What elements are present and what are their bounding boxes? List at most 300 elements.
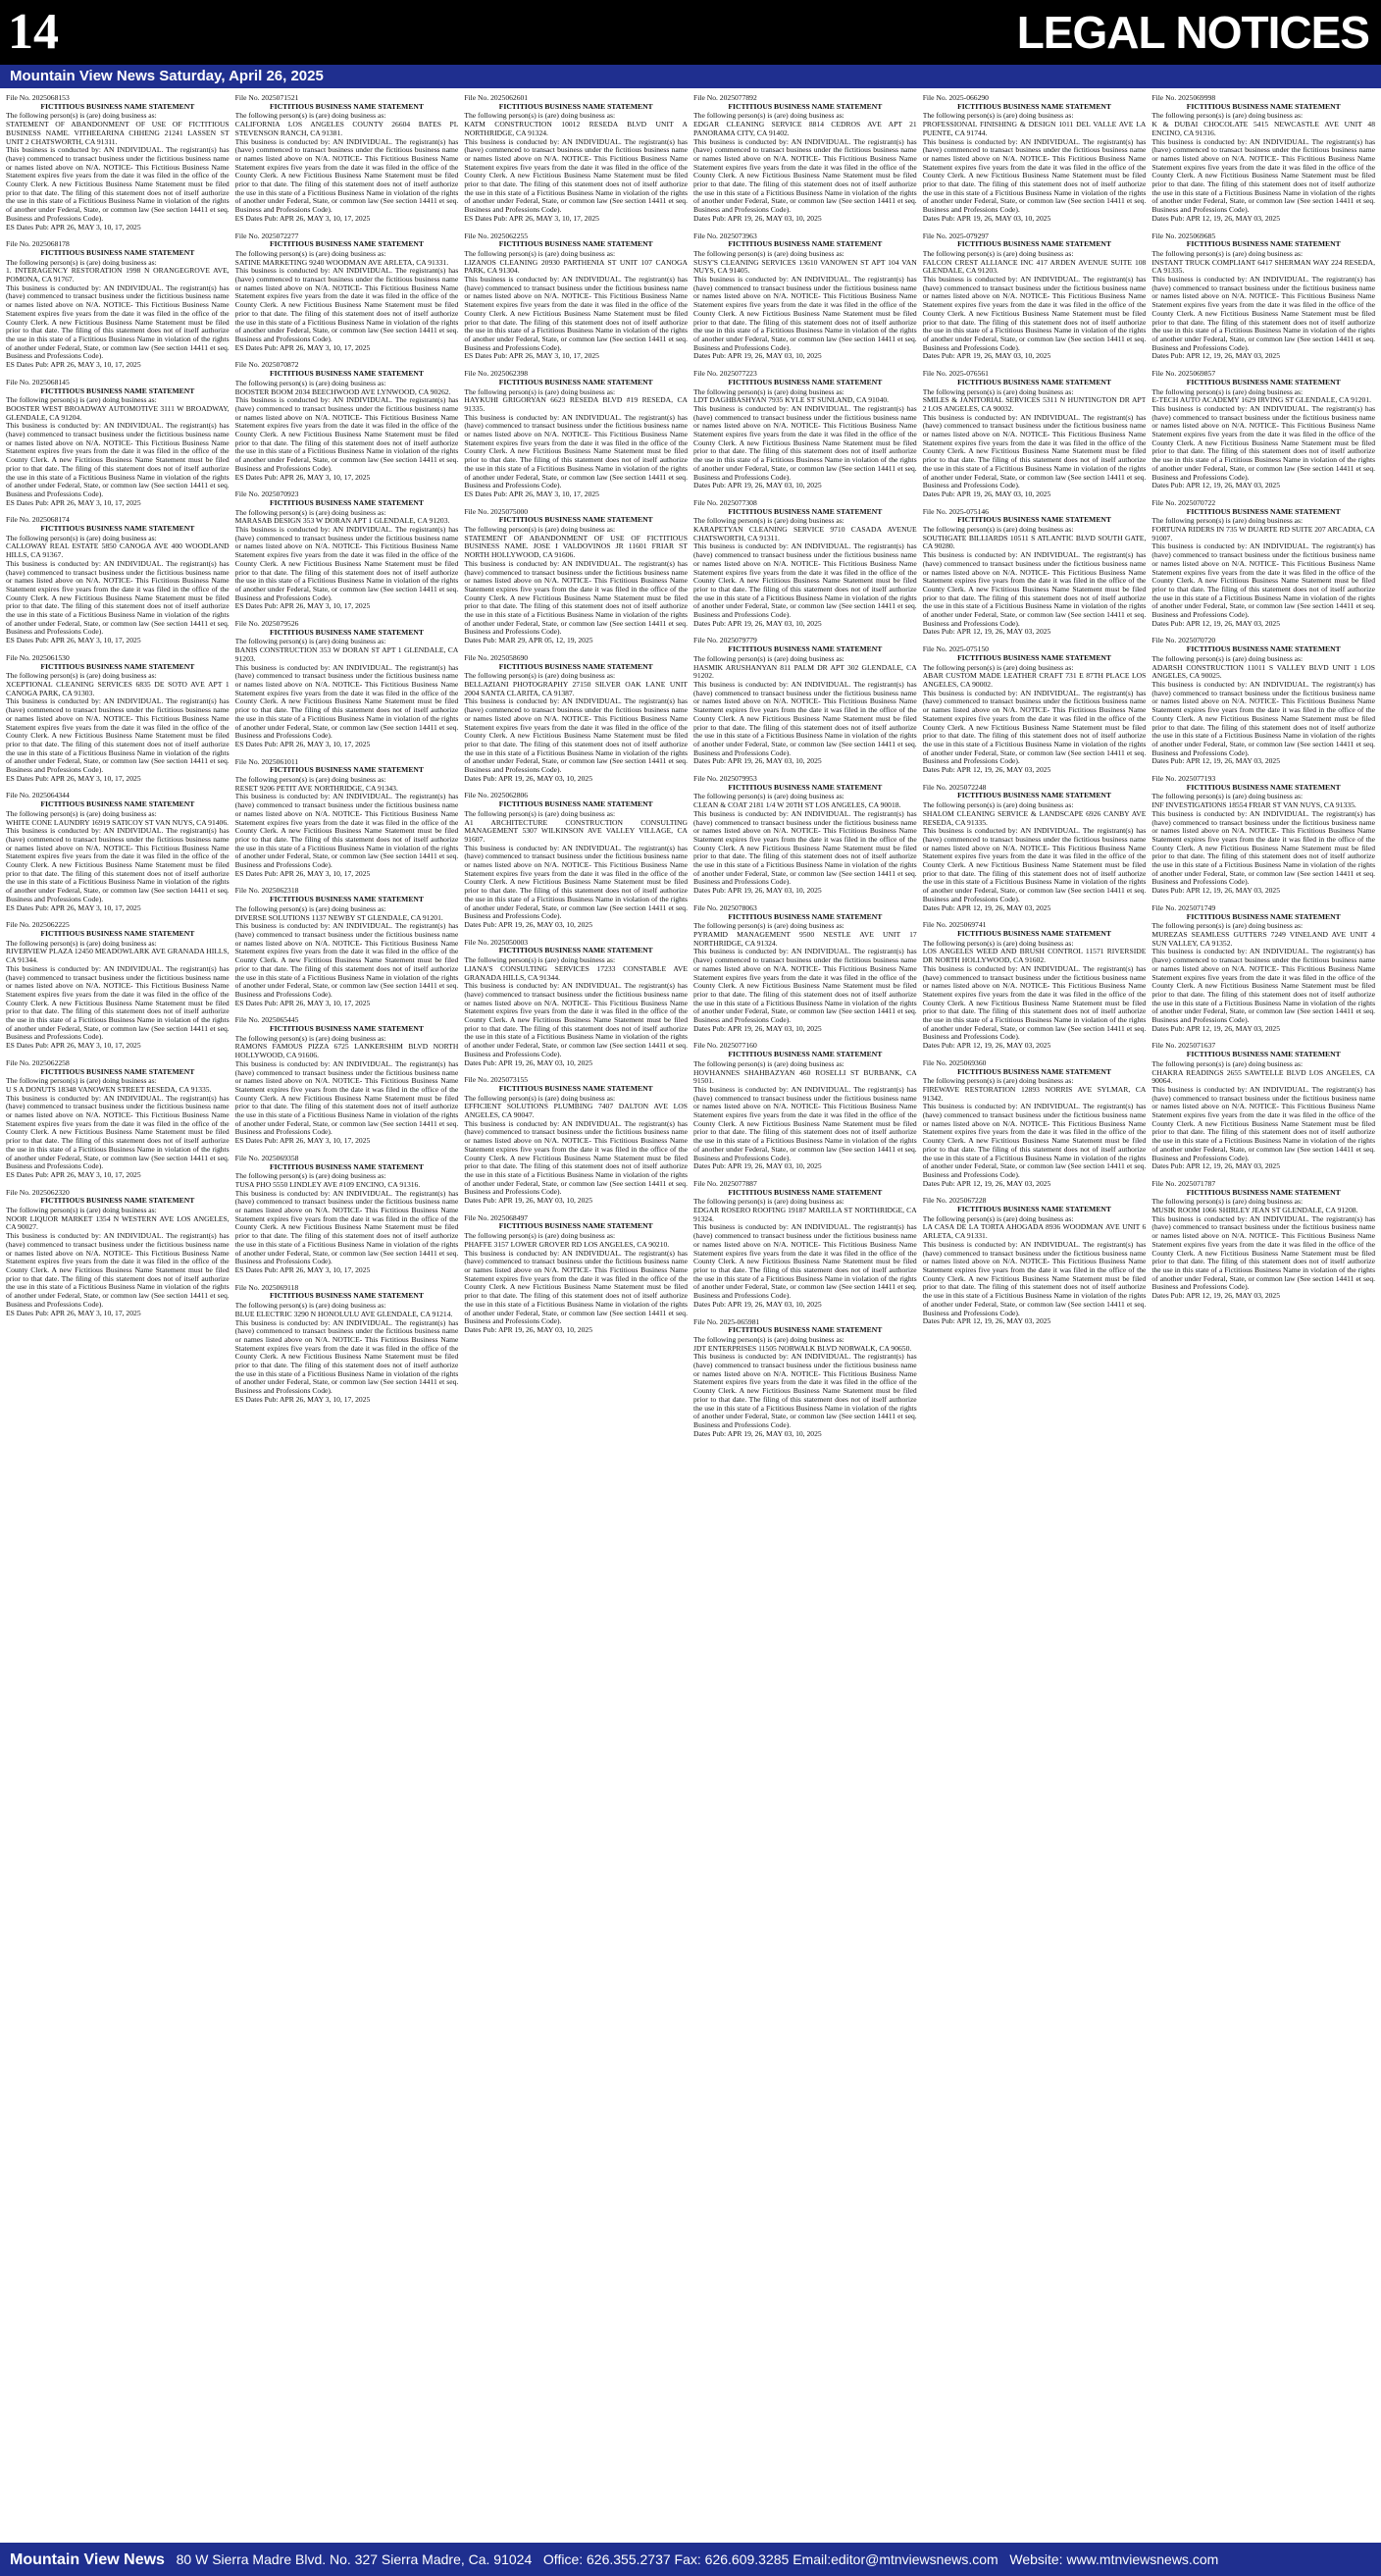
notice-heading: FICTITIOUS BUSINESS NAME STATEMENT (728, 782, 883, 792)
notice-heading: FICTITIOUS BUSINESS NAME STATEMENT (728, 506, 883, 516)
notice-body: This business is conducted by: AN INDIVIDUAL. The registrant(s) has (have) commenced to transact business under the fictitious business name or names listed above on N/A. NOTICE- This Fictitious Business Name Statement expires five years from the date it was filed in the office of the County Clerk. A new Fictitious Business Name Statement must be filed prior to that date. The filing of this statement does not of itself authorize the use in this state of a Fictitious Business Name in violation of the rights of another under Federal, State, or common law (See section 14411 et seq. Business and Professions Code). (1151, 403, 1375, 482)
notice-column (693, 94, 917, 2541)
notice-heading: FICTITIOUS BUSINESS NAME STATEMENT (40, 1066, 195, 1076)
notice-body: This business is conducted by: AN INDIVIDUAL. The registrant(s) has (have) commenced to transact business under the fictitious business name or names listed above on N/A. NOTICE- This Fictitious Business Name Statement expires five years from the date it was filed in the office of the County Clerk. A new Fictitious Business Name Statement must be filed prior to that date. The filing of this statement does not of itself authorize the use in this state of a Fictitious Business Name in violation of the rights of another under Federal, State, or common law (See section 14411 et seq. Business and Professions Code). (234, 1058, 459, 1137)
notice-publish-dates: ES Dates Pub: APR 26, MAY 3, 10, 17, 2025 (6, 1169, 141, 1179)
legal-notice (464, 1214, 688, 1335)
notice-publish-dates: ES Dates Pub: APR 26, MAY 3, 10, 17, 2025 (234, 342, 371, 352)
notice-heading: FICTITIOUS BUSINESS NAME STATEMENT (40, 524, 195, 534)
notice-body: This business is conducted by: AN INDIVIDUAL. The registrant(s) has (have) commenced to transact business under the fictitious business name or names listed above on N/A. NOTICE- This Fictitious Business Name Statement expires five years from the date it was filed in the office of the County Clerk. A new Fictitious Business Name Statement must be filed prior to that date. The filing of this statement does not of itself authorize the use in this state of a Fictitious Business Name in violation of the rights of another under Federal, State, or common law (See section 14411 et seq. Business and Professions Code). (1151, 1213, 1375, 1292)
notice-publish-dates: Dates Pub: APR 12, 19, 26, MAY 03, 2025 (1151, 1161, 1281, 1171)
notice-heading: FICTITIOUS BUSINESS NAME STATEMENT (270, 1161, 424, 1171)
notice-publish-dates: ES Dates Pub: APR 26, MAY 3, 10, 17, 2025 (234, 472, 371, 482)
notice-publish-dates: ES Dates Pub: APR 26, MAY 3, 10, 17, 2025 (234, 739, 371, 748)
notice-intro: The following person(s) is (are) doing business as: (6, 1206, 157, 1215)
notice-intro: The following person(s) is (are) doing business as: (693, 653, 844, 663)
notice-file-number: File No. 2025072248 (922, 782, 987, 792)
notice-body: This business is conducted by: AN INDIVIDUAL. The registrant(s) has (have) commenced to transact business under the fictitious business name or names listed above on N/A. NOTICE- This Fictitious Business Name Statement expires five years from the date it was filed in the office of the County Clerk. A new Fictitious Business Name Statement must be filed prior to that date. The filing of this statement does not of itself authorize the use in this state of a Fictitious Business Name in violation of the rights of another under Federal, State, or common law (See section 14411 et seq. Business and Professions Code). (234, 266, 459, 343)
notice-body: This business is conducted by: AN INDIVIDUAL. The registrant(s) has (have) commenced to transact business under the fictitious business name or names listed above on N/A. NOTICE- This Fictitious Business Name Statement expires five years from the date it was filed in the office of the County Clerk. A new Fictitious Business Name Statement must be filed prior to that date. The filing of this statement does not of itself authorize the use in this state of a Fictitious Business Name in violation of the rights of another under Federal, State, or common law (See section 14411 et seq. Business and Professions Code). (693, 403, 917, 482)
notice-business: 1. INTERAGENCY RESTORATION 1998 N ORANGEGROVE AVE, POMONA, CA 91767. (6, 266, 230, 284)
notice-column (923, 94, 1147, 2541)
notice-publish-dates: Dates Pub: APR 12, 19, 26, MAY 03, 2025 (922, 902, 1051, 912)
legal-notice (1151, 232, 1375, 362)
legal-notice (923, 784, 1147, 913)
notice-intro: The following person(s) is (are) doing business as: (464, 1231, 616, 1241)
legal-notice (1151, 1042, 1375, 1171)
notice-body: This business is conducted by: AN INDIVIDUAL. The registrant(s) has (have) commenced to transact business under the fictitious business name or names listed above on N/A. NOTICE- This Fictitious Business Name Statement expires five years from the date it was filed in the office of the County Clerk. A new Fictitious Business Name Statement must be filed prior to that date. The filing of this statement does not of itself authorize the use in this state of a Fictitious Business Name in violation of the rights of another under Federal, State, or common law (See section 14411 et seq. Business and Professions Code). (464, 412, 689, 490)
notice-publish-dates: Dates Pub: APR 19, 26, MAY 03, 10, 2025 (693, 1299, 822, 1309)
notice-intro: The following person(s) is (are) doing business as: (693, 111, 844, 121)
notice-publish-dates: Dates Pub: APR 19, 26, MAY 03, 10, 2025 (693, 756, 822, 766)
legal-notice (235, 1016, 459, 1146)
notice-business: U S A DONUTS 18348 VANOWEN STREET RESEDA, CA 91335. (6, 1084, 212, 1094)
notice-business: E-TECH AUTO ACADEMY 1629 IRVING ST GLENDALE, CA 91201. (1151, 395, 1372, 405)
notice-intro: The following person(s) is (are) doing business as: (922, 1076, 1074, 1086)
notice-intro: The following person(s) is (are) doing business as: (234, 248, 386, 258)
notice-business: PHAFFE 3157 LOWER GROVER RD LOS ANGELES, CA 90210. (464, 1239, 670, 1249)
notice-publish-dates: ES Dates Pub: APR 26, MAY 3, 10, 17, 2025 (6, 636, 141, 645)
notice-file-number: File No. 2025077887 (693, 1178, 757, 1188)
notice-heading: FICTITIOUS BUSINESS NAME STATEMENT (728, 239, 883, 249)
notice-publish-dates: Dates Pub: APR 19, 26, MAY 03, 10, 2025 (464, 773, 592, 783)
notice-heading: FICTITIOUS BUSINESS NAME STATEMENT (1186, 1187, 1341, 1197)
notice-file-number: File No. 2025073155 (464, 1075, 529, 1085)
notice-file-number: File No. 2025069998 (1151, 94, 1216, 102)
notice-heading: FICTITIOUS BUSINESS NAME STATEMENT (728, 1187, 883, 1197)
legal-notice (464, 370, 688, 499)
notice-file-number: File No. 2025-075146 (922, 506, 989, 516)
notice-publish-dates: ES Dates Pub: APR 26, MAY 3, 10, 17, 2025 (464, 489, 599, 498)
notice-file-number: File No. 2025064344 (6, 791, 70, 800)
legal-notice (923, 1197, 1147, 1326)
legal-notice (464, 792, 688, 929)
legal-notice (6, 516, 230, 645)
notice-business: LIANA'S CONSULTING SERVICES 17233 CONSTABLE AVE GRANADA HILLS, CA 91344. (464, 963, 689, 982)
legal-notice (693, 637, 917, 766)
notice-business: HASMIK ARUSHANYAN 811 PALM DR APT 302 GLENDALE, CA 91202. (693, 662, 917, 681)
notice-heading: FICTITIOUS BUSINESS NAME STATEMENT (40, 1196, 195, 1206)
footer-contact: Office: 626.355.2737 Fax: 626.609.3285 Email:editor@mtnviewsnews.com (542, 2551, 998, 2567)
notice-body: This business is conducted by: AN INDIVIDUAL. The registrant(s) has (have) commenced to transact business under the fictitious business name or names listed above on N/A. NOTICE- This Fictitious Business Name Statement expires five years from the date it was filed in the office of the County Clerk. A new Fictitious Business Name Statement must be filed prior to that date. The filing of this statement does not of itself authorize the use in this state of a Fictitious Business Name in violation of the rights of another under Federal, State, or common law (See section 14411 et seq. Business and Professions Code). (234, 136, 459, 215)
notice-heading: FICTITIOUS BUSINESS NAME STATEMENT (957, 239, 1111, 249)
notices-columns (6, 94, 1375, 2541)
legal-notice (6, 792, 230, 912)
notice-file-number: File No. 2025061011 (234, 756, 299, 766)
notice-publish-dates: Dates Pub: APR 19, 26, MAY 03, 10, 2025 (464, 919, 592, 929)
notice-heading: FICTITIOUS BUSINESS NAME STATEMENT (728, 644, 883, 654)
notice-body: This business is conducted by: AN INDIVIDUAL. The registrant(s) has (have) commenced to transact business under the fictitious business name or names listed above on N/A. NOTICE- This Fictitious Business Name Statement expires five years from the date it was filed in the office of the County Clerk. A new Fictitious Business Name Statement must be filed prior to that date. The filing of this statement does not of itself authorize the use in this state of a Fictitious Business Name in violation of the rights of another under Federal, State, or common law (See section 14411 et seq. Business and Professions Code). (922, 963, 1147, 1042)
notice-heading: FICTITIOUS BUSINESS NAME STATEMENT (270, 369, 424, 379)
notice-body: This business is conducted by: AN INDIVIDUAL. The registrant(s) has (have) commenced to transact business under the fictitious business name or names listed above on N/A. NOTICE- This Fictitious Business Name Statement expires five years from the date it was filed in the office of the County Clerk. A new Fictitious Business Name Statement must be filed prior to that date. The filing of this statement does not of itself authorize the use in this state of a Fictitious Business Name in violation of the rights of another under Federal, State, or common law (See section 14411 et seq. Business and Professions Code). (6, 963, 230, 1042)
notice-business: SOUTHGATE BILLIARDS 10511 S ATLANTIC BLVD SOUTH GATE, CA 90280. (922, 533, 1147, 551)
notice-file-number: File No. 2025070720 (1151, 636, 1216, 645)
notice-heading: FICTITIOUS BUSINESS NAME STATEMENT (957, 1205, 1111, 1214)
legal-notice (693, 499, 917, 629)
notice-heading: FICTITIOUS BUSINESS NAME STATEMENT (270, 627, 424, 637)
notice-file-number: File No. 2025058690 (464, 652, 529, 662)
notice-heading: FICTITIOUS BUSINESS NAME STATEMENT (957, 377, 1111, 386)
notice-body: This business is conducted by: AN INDIVIDUAL. The registrant(s) has (have) commenced to transact business under the fictitious business name or names listed above on N/A. NOTICE- This Fictitious Business Name Statement expires five years from the date it was filed in the office of the County Clerk. A new Fictitious Business Name Statement must be filed prior to that date. The filing of this statement does not of itself authorize the use in this state of a Fictitious Business Name in violation of the rights of another under Federal, State, or common law (See section 14411 et seq. Business and Professions Code). (6, 145, 230, 223)
notice-business: LDT DAGHBASHYAN 7935 KYLE ST SUNLAND, CA 91040. (693, 395, 890, 405)
notice-heading: FICTITIOUS BUSINESS NAME STATEMENT (40, 247, 195, 257)
notice-publish-dates: ES Dates Pub: APR 26, MAY 3, 10, 17, 2025 (234, 998, 371, 1007)
notice-body: This business is conducted by: AN INDIVIDUAL. The registrant(s) has (have) commenced to transact business under the fictitious business name or names listed above on N/A. NOTICE- This Fictitious Business Name Statement expires five years from the date it was filed in the office of the County Clerk. A new Fictitious Business Name Statement must be filed prior to that date. The filing of this statement does not of itself authorize the use in this state of a Fictitious Business Name in violation of the rights of another under Federal, State, or common law (See section 14411 et seq. Business and Professions Code). (693, 1084, 917, 1162)
notice-business: STATEMENT OF ABANDONMENT OF USE OF FICTITIOUS BUSINESS NAME. VITHEEARINA CHHENG 21241 LASSEN ST UNIT 2 CHATSWORTH, CA 91311. (6, 120, 230, 146)
notice-business: TUSA PHO 5550 LINDLEY AVE #109 ENCINO, CA 91316. (234, 1179, 421, 1189)
notice-intro: The following person(s) is (are) doing business as: (234, 1171, 386, 1181)
notice-intro: The following person(s) is (are) doing business as: (1151, 1058, 1304, 1068)
notice-business: BANIS CONSTRUCTION 353 W DORAN ST APT 1 GLENDALE, CA 91203. (234, 645, 459, 663)
notice-body: This business is conducted by: AN INDIVIDUAL. The registrant(s) has (have) commenced to transact business under the fictitious business name or names listed above on N/A. NOTICE- This Fictitious Business Name Statement expires five years from the date it was filed in the office of the County Clerk. A new Fictitious Business Name Statement must be filed prior to that date. The filing of this statement does not of itself authorize the use in this state of a Fictitious Business Name in violation of the rights of another under Federal, State, or common law (See section 14411 et seq. Business and Professions Code). (1151, 541, 1375, 620)
notice-business: MARASAB DESIGN 353 W DORAN APT 1 GLENDALE, CA 91203. (234, 516, 450, 526)
notice-file-number: File No. 2025-079297 (922, 231, 989, 240)
notice-intro: The following person(s) is (are) doing business as: (922, 386, 1074, 396)
notice-publish-dates: Dates Pub: APR 12, 19, 26, MAY 03, 2025 (1151, 886, 1281, 896)
notice-body: This business is conducted by: AN INDIVIDUAL. The registrant(s) has (have) commenced to transact business under the fictitious business name or names listed above on N/A. NOTICE- This Fictitious Business Name Statement expires five years from the date it was filed in the office of the County Clerk. A new Fictitious Business Name Statement must be filed prior to that date. The filing of this statement does not of itself authorize the use in this state of a Fictitious Business Name in violation of the rights of another under Federal, State, or common law (See section 14411 et seq. Business and Professions Code). (693, 1222, 917, 1301)
notice-file-number: File No. 2025073963 (693, 231, 757, 240)
notice-file-number: File No. 2025071521 (234, 94, 299, 102)
notice-business: LIZANOS CLEANING 20930 PARTHENIA ST UNIT 107 CANOGA PARK, CA 91304. (464, 257, 689, 276)
notice-publish-dates: Dates Pub: APR 12, 19, 26, MAY 03, 2025 (922, 765, 1051, 775)
notice-intro: The following person(s) is (are) doing business as: (1151, 921, 1304, 931)
notice-intro: The following person(s) is (are) doing business as: (922, 662, 1074, 672)
notice-business: SUSY'S CLEANING SERVICES 13610 VANOWEN ST APT 104 VAN NUYS, CA 91405. (693, 257, 917, 276)
page-header (0, 0, 1381, 65)
notice-intro: The following person(s) is (are) doing business as: (464, 955, 616, 965)
footer-website: Website: www.mtnviewsnews.com (1009, 2551, 1219, 2567)
notice-body: This business is conducted by: AN INDIVIDUAL. The registrant(s) has (have) commenced to transact business under the fictitious business name or names listed above on N/A. NOTICE- This Fictitious Business Name Statement expires five years from the date it was filed in the office of the County Clerk. A new Fictitious Business Name Statement must be filed prior to that date. The filing of this statement does not of itself authorize the use in this state of a Fictitious Business Name in violation of the rights of another under Federal, State, or common law (See section 14411 et seq. Business and Professions Code). (1151, 136, 1375, 215)
notice-heading: FICTITIOUS BUSINESS NAME STATEMENT (270, 895, 424, 904)
legal-notice (235, 758, 459, 879)
notice-business: K & DUBAI CHOCOLATE 5415 NEWCASTLE AVE UNIT 48 ENCINO, CA 91316. (1151, 120, 1375, 137)
notice-heading: FICTITIOUS BUSINESS NAME STATEMENT (40, 101, 195, 111)
notice-business: EDGAR CLEANING SERVICE 8814 CEDROS AVE APT 21 PANORAMA CITY, CA 91402. (693, 120, 917, 137)
legal-notice (6, 94, 230, 232)
notice-business: CLEAN & COAT 2181 1/4 W 20TH ST LOS ANGELES, CA 90018. (693, 800, 901, 810)
legal-notice (464, 939, 688, 1068)
notice-business: INSTANT TRUCK COMPLIANT 6417 SHERMAN WAY 224 RESEDA, CA 91335. (1151, 257, 1375, 276)
notice-intro: The following person(s) is (are) doing business as: (693, 516, 844, 526)
notice-intro: The following person(s) is (are) doing business as: (234, 1301, 386, 1311)
notice-body: This business is conducted by: AN INDIVIDUAL. The registrant(s) has (have) commenced to transact business under the fictitious business name or names listed above on N/A. NOTICE- This Fictitious Business Name Statement expires five years from the date it was filed in the office of the County Clerk. A new Fictitious Business Name Statement must be filed prior to that date. The filing of this statement does not of itself authorize the use in this state of a Fictitious Business Name in violation of the rights of another under Federal, State, or common law (See section 14411 et seq. Business and Professions Code). (922, 550, 1147, 628)
notice-heading: FICTITIOUS BUSINESS NAME STATEMENT (270, 497, 424, 507)
notice-heading: FICTITIOUS BUSINESS NAME STATEMENT (498, 1221, 653, 1231)
legal-notice (235, 490, 459, 611)
notice-heading: FICTITIOUS BUSINESS NAME STATEMENT (498, 799, 653, 809)
notice-file-number: File No. 2025-066290 (922, 94, 989, 102)
notice-publish-dates: Dates Pub: MAR 29, APR 05, 12, 19, 2025 (464, 636, 593, 645)
notice-business: ADARSH CONSTRUCTION 11011 S VALLEY BLVD UNIT 1 LOS ANGELES, CA 90025. (1151, 662, 1375, 681)
notice-body: This business is conducted by: AN INDIVIDUAL. The registrant(s) has (have) commenced to transact business under the fictitious business name or names listed above on N/A. NOTICE- This Fictitious Business Name Statement expires five years from the date it was filed in the office of the County Clerk. A new Fictitious Business Name Statement must be filed prior to that date. The filing of this statement does not of itself authorize the use in this state of a Fictitious Business Name in violation of the rights of another under Federal, State, or common law (See section 14411 et seq. Business and Professions Code). (693, 541, 917, 620)
notice-file-number: File No. 2025069857 (1151, 369, 1216, 379)
notice-file-number: File No. 2025070722 (1151, 497, 1216, 507)
legal-notice (1151, 1180, 1375, 1301)
notice-publish-dates: ES Dates Pub: APR 26, MAY 3, 10, 17, 2025 (234, 1136, 371, 1146)
legal-notice (464, 654, 688, 784)
notice-heading: FICTITIOUS BUSINESS NAME STATEMENT (1186, 644, 1341, 654)
notice-intro: The following person(s) is (are) doing business as: (922, 111, 1074, 121)
notice-heading: FICTITIOUS BUSINESS NAME STATEMENT (728, 377, 883, 386)
legal-notice (1151, 904, 1375, 1034)
notice-body: This business is conducted by: AN INDIVIDUAL. The registrant(s) has (have) commenced to transact business under the fictitious business name or names listed above on N/A. NOTICE- This Fictitious Business Name Statement expires five years from the date it was filed in the office of the County Clerk. A new Fictitious Business Name Statement must be filed prior to that date. The filing of this statement does not of itself authorize the use in this state of a Fictitious Business Name in violation of the rights of another under Federal, State, or common law (See section 14411 et seq. Business and Professions Code). (464, 275, 689, 352)
legal-notice (235, 1284, 459, 1405)
notice-publish-dates: Dates Pub: APR 19, 26, MAY 03, 10, 2025 (693, 618, 822, 628)
notice-business: STATEMENT OF ABANDONMENT OF USE OF FICTITIOUS BUSINESS NAME. JOSE I VALDOVINOS JR 11601 FRIAR ST NORTH HOLLYWOOD, CA 91606. (464, 533, 689, 560)
notice-file-number: File No. 2025077223 (693, 369, 757, 379)
notice-intro: The following person(s) is (are) doing business as: (234, 637, 386, 646)
notice-business: A1 ARCHITECTURE CONSTRUCTION CONSULTING MANAGEMENT 5307 WILKINSON AVE VALLEY VILLAGE, CA 91607. (464, 817, 689, 844)
legal-notice (923, 645, 1147, 775)
notice-business: WHITE CONE LAUNDRY 16919 SATICOY ST VAN NUYS, CA 91406. (6, 817, 230, 827)
notice-publish-dates: Dates Pub: APR 12, 19, 26, MAY 03, 2025 (1151, 756, 1281, 766)
notice-file-number: File No. 2025071787 (1151, 1178, 1216, 1188)
notice-publish-dates: ES Dates Pub: APR 26, MAY 3, 10, 17, 2025 (234, 868, 371, 878)
notice-heading: FICTITIOUS BUSINESS NAME STATEMENT (957, 1066, 1111, 1076)
notice-body: This business is conducted by: AN INDIVIDUAL. The registrant(s) has (have) commenced to transact business under the fictitious business name or names listed above on N/A. NOTICE- This Fictitious Business Name Statement expires five years from the date it was filed in the office of the County Clerk. A new Fictitious Business Name Statement must be filed prior to that date. The filing of this statement does not of itself authorize the use in this state of a Fictitious Business Name in violation of the rights of another under Federal, State, or common law (See section 14411 et seq. Business and Professions Code). (464, 843, 689, 921)
notice-publish-dates: ES Dates Pub: APR 26, MAY 3, 10, 17, 2025 (6, 497, 141, 507)
notice-body: This business is conducted by: AN INDIVIDUAL. The registrant(s) has (have) commenced to transact business under the fictitious business name or names listed above on N/A. NOTICE- This Fictitious Business Name Statement expires five years from the date it was filed in the office of the County Clerk. A new Fictitious Business Name Statement must be filed prior to that date. The filing of this statement does not of itself authorize the use in this state of a Fictitious Business Name in violation of the rights of another under Federal, State, or common law (See section 14411 et seq. Business and Professions Code). (922, 688, 1147, 766)
notice-file-number: File No. 2025079953 (693, 774, 757, 784)
notice-business: HOVHANNES SHAHBAZYAN 460 ROSELLI ST BURBANK, CA 91501. (693, 1067, 917, 1086)
legal-notice (235, 94, 459, 224)
notice-heading: FICTITIOUS BUSINESS NAME STATEMENT (957, 515, 1111, 525)
notice-publish-dates: Dates Pub: APR 19, 26, MAY 03, 10, 2025 (693, 481, 822, 490)
notice-body: This business is conducted by: AN INDIVIDUAL. The registrant(s) has (have) commenced to transact business under the fictitious business name or names listed above on N/A. NOTICE- This Fictitious Business Name Statement expires five years from the date it was filed in the office of the County Clerk. A new Fictitious Business Name Statement must be filed prior to that date. The filing of this statement does not of itself authorize the use in this state of a Fictitious Business Name in violation of the rights of another under Federal, State, or common law (See section 14411 et seq. Business and Professions Code). (1151, 275, 1375, 352)
footer-address: 80 W Sierra Madre Blvd. No. 327 Sierra Madre, Ca. 91024 (176, 2551, 533, 2567)
legal-notice (235, 232, 459, 353)
notice-file-number: File No. 2025077308 (693, 497, 757, 507)
notice-body: This business is conducted by: AN INDIVIDUAL. The registrant(s) has (have) commenced to transact business under the fictitious business name or names listed above on N/A. NOTICE- This Fictitious Business Name Statement expires five years from the date it was filed in the office of the County Clerk. A new Fictitious Business Name Statement must be filed prior to that date. The filing of this statement does not of itself authorize the use in this state of a Fictitious Business Name in violation of the rights of another under Federal, State, or common law (See section 14411 et seq. Business and Professions Code). (6, 421, 230, 498)
notice-heading: FICTITIOUS BUSINESS NAME STATEMENT (498, 239, 653, 249)
notice-file-number: File No. 2025068145 (6, 377, 70, 386)
notice-business: EFFICIENT SOLUTIONS PLUMBING 7407 DALTON AVE LOS ANGELES, CA 90047. (464, 1102, 689, 1120)
notice-heading: FICTITIOUS BUSINESS NAME STATEMENT (270, 101, 424, 111)
notice-business: CALLOWAY REAL ESTATE 5850 CANOGA AVE 400 WOODLAND HILLS, CA 91367. (6, 541, 230, 560)
notice-heading: FICTITIOUS BUSINESS NAME STATEMENT (728, 101, 883, 111)
notice-intro: The following person(s) is (are) doing business as: (464, 1093, 616, 1103)
notice-body: This business is conducted by: AN INDIVIDUAL. The registrant(s) has (have) commenced to transact business under the fictitious business name or names listed above on N/A. NOTICE- This Fictitious Business Name Statement expires five years from the date it was filed in the office of the County Clerk. A new Fictitious Business Name Statement must be filed prior to that date. The filing of this statement does not of itself authorize the use in this state of a Fictitious Business Name in violation of the rights of another under Federal, State, or common law (See section 14411 et seq. Business and Professions Code). (234, 525, 459, 602)
notice-publish-dates: ES Dates Pub: APR 26, MAY 3, 10, 17, 2025 (464, 213, 599, 223)
notice-heading: FICTITIOUS BUSINESS NAME STATEMENT (40, 386, 195, 395)
notice-business: EDGAR ROSERO ROOFING 19187 MARILLA ST NORTHRIDGE, CA 91324. (693, 1206, 917, 1223)
notice-body: This business is conducted by: AN INDIVIDUAL. The registrant(s) has (have) commenced to transact business under the fictitious business name or names listed above on N/A. NOTICE- This Fictitious Business Name Statement expires five years from the date it was filed in the office of the County Clerk. A new Fictitious Business Name Statement must be filed prior to that date. The filing of this statement does not of itself authorize the use in this state of a Fictitious Business Name in violation of the rights of another under Federal, State, or common law (See section 14411 et seq. Business and Professions Code). (234, 1188, 459, 1266)
notice-file-number: File No. 2025070923 (234, 489, 299, 499)
notice-heading: FICTITIOUS BUSINESS NAME STATEMENT (40, 799, 195, 809)
notice-column (235, 94, 459, 2541)
legal-notice (6, 1059, 230, 1180)
notice-file-number: File No. 2025062255 (464, 231, 529, 240)
notice-business: XCEPTIONAL CLEANING SERVICES 6835 DE SOTO AVE APT 1 CANOGA PARK, CA 91303. (6, 680, 230, 697)
notice-column (1151, 94, 1375, 2541)
notice-file-number: File No. 2025067228 (922, 1196, 987, 1206)
notice-body: This business is conducted by: AN INDIVIDUAL. The registrant(s) has (have) commenced to transact business under the fictitious business name or names listed above on N/A. NOTICE- This Fictitious Business Name Statement expires five years from the date it was filed in the office of the County Clerk. A new Fictitious Business Name Statement must be filed prior to that date. The filing of this statement does not of itself authorize the use in this state of a Fictitious Business Name in violation of the rights of another under Federal, State, or common law (See section 14411 et seq. Business and Professions Code). (922, 275, 1147, 352)
notice-heading: FICTITIOUS BUSINESS NAME STATEMENT (728, 1325, 883, 1335)
notice-intro: The following person(s) is (are) doing business as: (464, 111, 616, 121)
notice-file-number: File No. 2025071749 (1151, 902, 1216, 912)
notice-file-number: File No. 2025075000 (464, 506, 529, 516)
notice-body: This business is conducted by: AN INDIVIDUAL. The registrant(s) has (have) commenced to transact business under the fictitious business name or names listed above on N/A. NOTICE- This Fictitious Business Name Statement expires five years from the date it was filed in the office of the County Clerk. A new Fictitious Business Name Statement must be filed prior to that date. The filing of this statement does not of itself authorize the use in this state of a Fictitious Business Name in violation of the rights of another under Federal, State, or common law (See section 14411 et seq. Business and Professions Code). (6, 1093, 230, 1171)
notice-business: BLUE ELECTRIC 3290 N HONOLULU AVE GLENDALE, CA 91214. (234, 1309, 453, 1318)
notice-publish-dates: Dates Pub: APR 12, 19, 26, MAY 03, 2025 (922, 1041, 1051, 1051)
notice-file-number: File No. 2025065445 (234, 1015, 299, 1025)
notice-intro: The following person(s) is (are) doing business as: (693, 921, 844, 931)
notice-business: LA CASA DE LA TORTA AHOGADA 8936 WOODMAN AVE UNIT 6 ARLETA, CA 91331. (922, 1222, 1147, 1241)
notice-business: MUSIK ROOM 1066 SHIRLEY JEAN ST GLENDALE, CA 91208. (1151, 1206, 1358, 1215)
legal-notice (464, 508, 688, 645)
notice-file-number: File No. 2025079526 (234, 619, 299, 629)
legal-notice (464, 232, 688, 362)
notice-heading: FICTITIOUS BUSINESS NAME STATEMENT (728, 911, 883, 921)
notice-file-number: File No. 2025069685 (1151, 231, 1216, 240)
notice-heading: FICTITIOUS BUSINESS NAME STATEMENT (498, 946, 653, 955)
notice-business: FORTUNA RIDERS IN 735 W DUARTE RD SUITE 207 ARCADIA, CA 91007. (1151, 525, 1375, 542)
notice-intro: The following person(s) is (are) doing business as: (6, 533, 157, 542)
notice-business: DIVERSE SOLUTIONS 1137 NEWBY ST GLENDALE, CA 91201. (234, 912, 443, 922)
notice-intro: The following person(s) is (are) doing business as: (464, 671, 616, 681)
notice-business: NOOR LIQUOR MARKET 1354 N WESTERN AVE LOS ANGELES, CA 90027. (6, 1213, 230, 1232)
notice-intro: The following person(s) is (are) doing business as: (693, 1058, 844, 1068)
notice-business: PYRAMID MANAGEMENT 9500 NESTLE AVE UNIT 17 NORTHRIDGE, CA 91324. (693, 929, 917, 948)
notice-publish-dates: Dates Pub: APR 12, 19, 26, MAY 03, 2025 (1151, 213, 1281, 223)
notice-intro: The following person(s) is (are) doing business as: (464, 386, 616, 396)
notice-file-number: File No. 2025062398 (464, 369, 529, 379)
notice-intro: The following person(s) is (are) doing business as: (234, 111, 386, 121)
notice-publish-dates: Dates Pub: APR 19, 26, MAY 03, 10, 2025 (922, 351, 1051, 361)
notice-body: This business is conducted by: AN INDIVIDUAL. The registrant(s) has (have) commenced to transact business under the fictitious business name or names listed above on N/A. NOTICE- This Fictitious Business Name Statement expires five years from the date it was filed in the office of the County Clerk. A new Fictitious Business Name Statement must be filed prior to that date. The filing of this statement does not of itself authorize the use in this state of a Fictitious Business Name in violation of the rights of another under Federal, State, or common law (See section 14411 et seq. Business and Professions Code). (1151, 947, 1375, 1025)
notice-intro: The following person(s) is (are) doing business as: (693, 386, 844, 396)
notice-business: KATM CONSTRUCTION 10012 RESEDA BLVD UNIT A NORTHRIDGE, CA 91324. (464, 120, 689, 137)
notice-publish-dates: ES Dates Pub: APR 26, MAY 3, 10, 17, 2025 (6, 222, 141, 232)
legal-notice (693, 1042, 917, 1171)
notice-body: This business is conducted by: AN INDIVIDUAL. The registrant(s) has (have) commenced to transact business under the fictitious business name or names listed above on N/A. NOTICE- This Fictitious Business Name Statement expires five years from the date it was filed in the office of the County Clerk. A new Fictitious Business Name Statement must be filed prior to that date. The filing of this statement does not of itself authorize the use in this state of a Fictitious Business Name in violation of the rights of another under Federal, State, or common law (See section 14411 et seq. Business and Professions Code). (693, 1352, 917, 1429)
legal-notice (923, 1059, 1147, 1189)
notice-publish-dates: Dates Pub: APR 12, 19, 26, MAY 03, 2025 (1151, 618, 1281, 628)
notice-intro: The following person(s) is (are) doing business as: (1151, 792, 1304, 801)
notice-file-number: File No. 2025077892 (693, 94, 757, 102)
notice-body: This business is conducted by: AN INDIVIDUAL. The registrant(s) has (have) commenced to transact business under the fictitious business name or names listed above on N/A. NOTICE- This Fictitious Business Name Statement expires five years from the date it was filed in the office of the County Clerk. A new Fictitious Business Name Statement must be filed prior to that date. The filing of this statement does not of itself authorize the use in this state of a Fictitious Business Name in violation of the rights of another under Federal, State, or common law (See section 14411 et seq. Business and Professions Code). (464, 558, 689, 637)
notice-business: BOOSTER WEST BROADWAY AUTOMOTIVE 3111 W BROADWAY, GLENDALE, CA 91204. (6, 403, 230, 422)
notice-business: RIVERVIEW PLAZA 12450 MEADOWLARK AVE GRANADA HILLS, CA 91344. (6, 947, 230, 965)
notice-column (464, 94, 688, 2541)
notice-publish-dates: Dates Pub: APR 19, 26, MAY 03, 10, 2025 (464, 1057, 592, 1067)
legal-notice (235, 361, 459, 482)
notice-intro: The following person(s) is (are) doing business as: (6, 111, 157, 121)
notice-business: ABAR CUSTOM MADE LEATHER CRAFT 731 E 87TH PLACE LOS ANGELES, CA 90002. (922, 671, 1147, 689)
notice-intro: The following person(s) is (are) doing business as: (1151, 111, 1304, 121)
notice-body: This business is conducted by: AN INDIVIDUAL. The registrant(s) has (have) commenced to transact business under the fictitious business name or names listed above on N/A. NOTICE- This Fictitious Business Name Statement expires five years from the date it was filed in the office of the County Clerk. A new Fictitious Business Name Statement must be filed prior to that date. The filing of this statement does not of itself authorize the use in this state of a Fictitious Business Name in violation of the rights of another under Federal, State, or common law (See section 14411 et seq. Business and Professions Code). (6, 826, 230, 903)
notice-intro: The following person(s) is (are) doing business as: (1151, 386, 1304, 396)
notice-heading: FICTITIOUS BUSINESS NAME STATEMENT (498, 101, 653, 111)
notice-publish-dates: ES Dates Pub: APR 26, MAY 3, 10, 17, 2025 (6, 1308, 141, 1317)
notice-body: This business is conducted by: AN INDIVIDUAL. The registrant(s) has (have) commenced to transact business under the fictitious business name or names listed above on N/A. NOTICE- This Fictitious Business Name Statement expires five years from the date it was filed in the office of the County Clerk. A new Fictitious Business Name Statement must be filed prior to that date. The filing of this statement does not of itself authorize the use in this state of a Fictitious Business Name in violation of the rights of another under Federal, State, or common law (See section 14411 et seq. Business and Professions Code). (693, 275, 917, 352)
notice-publish-dates: ES Dates Pub: APR 26, MAY 3, 10, 17, 2025 (234, 601, 371, 611)
notice-intro: The following person(s) is (are) doing business as: (234, 775, 386, 785)
legal-notice (6, 240, 230, 370)
notice-file-number: File No. 2025062258 (6, 1057, 70, 1067)
legal-notice (464, 1076, 688, 1206)
notice-publish-dates: ES Dates Pub: APR 26, MAY 3, 10, 17, 2025 (234, 213, 371, 223)
notice-intro: The following person(s) is (are) doing business as: (922, 938, 1074, 948)
notice-heading: FICTITIOUS BUSINESS NAME STATEMENT (498, 661, 653, 671)
notice-file-number: File No. 2025070872 (234, 360, 299, 370)
notice-file-number: File No. 2025069118 (234, 1282, 299, 1292)
page-number: 14 (8, 4, 59, 60)
legal-notice (1151, 370, 1375, 490)
notice-publish-dates: Dates Pub: APR 12, 19, 26, MAY 03, 2025 (1151, 351, 1281, 361)
notice-publish-dates: Dates Pub: APR 19, 26, MAY 03, 10, 2025 (693, 1023, 822, 1033)
notice-intro: The following person(s) is (are) doing business as: (6, 938, 157, 948)
notice-publish-dates: ES Dates Pub: APR 26, MAY 3, 10, 17, 2025 (464, 351, 599, 361)
notice-body: This business is conducted by: AN INDIVIDUAL. The registrant(s) has (have) commenced to transact business under the fictitious business name or names listed above on N/A. NOTICE- This Fictitious Business Name Statement expires five years from the date it was filed in the office of the County Clerk. A new Fictitious Business Name Statement must be filed prior to that date. The filing of this statement does not of itself authorize the use in this state of a Fictitious Business Name in violation of the rights of another under Federal, State, or common law (See section 14411 et seq. Business and Professions Code). (6, 558, 230, 637)
footer-paper-name: Mountain View News (10, 2551, 165, 2568)
notice-body: This business is conducted by: AN INDIVIDUAL. The registrant(s) has (have) commenced to transact business under the fictitious business name or names listed above on N/A. NOTICE- This Fictitious Business Name Statement expires five years from the date it was filed in the office of the County Clerk. A new Fictitious Business Name Statement must be filed prior to that date. The filing of this statement does not of itself authorize the use in this state of a Fictitious Business Name in violation of the rights of another under Federal, State, or common law (See section 14411 et seq. Business and Professions Code). (1151, 680, 1375, 757)
legal-notice (235, 620, 459, 749)
notice-publish-dates: Dates Pub: APR 12, 19, 26, MAY 03, 2025 (1151, 1023, 1281, 1033)
notice-file-number: File No. 2025-075150 (922, 644, 989, 654)
legal-notice (693, 370, 917, 490)
notice-business: FIREWAVE RESTORATION 12893 NORRIS AVE SYLMAR, CA 91342. (922, 1084, 1147, 1103)
notice-heading: FICTITIOUS BUSINESS NAME STATEMENT (40, 661, 195, 671)
notice-body: This business is conducted by: AN INDIVIDUAL. The registrant(s) has (have) commenced to transact business under the fictitious business name or names listed above on N/A. NOTICE- This Fictitious Business Name Statement expires five years from the date it was filed in the office of the County Clerk. A new Fictitious Business Name Statement must be filed prior to that date. The filing of this statement does not of itself authorize the use in this state of a Fictitious Business Name in violation of the rights of another under Federal, State, or common law (See section 14411 et seq. Business and Professions Code). (693, 136, 917, 215)
notice-business: PROFESSIONAL FINISHING & DESIGN 1011 DEL VALLE AVE LA PUENTE, CA 91744. (922, 120, 1147, 137)
legal-notice (1151, 499, 1375, 629)
notice-intro: The following person(s) is (are) doing business as: (6, 671, 157, 681)
notice-publish-dates: Dates Pub: APR 19, 26, MAY 03, 10, 2025 (693, 886, 822, 896)
notice-heading: FICTITIOUS BUSINESS NAME STATEMENT (270, 1024, 424, 1034)
legal-notice (693, 232, 917, 362)
notice-heading: FICTITIOUS BUSINESS NAME STATEMENT (1186, 911, 1341, 921)
notice-body: This business is conducted by: AN INDIVIDUAL. The registrant(s) has (have) commenced to transact business under the fictitious business name or names listed above on N/A. NOTICE- This Fictitious Business Name Statement expires five years from the date it was filed in the office of the County Clerk. A new Fictitious Business Name Statement must be filed prior to that date. The filing of this statement does not of itself authorize the use in this state of a Fictitious Business Name in violation of the rights of another under Federal, State, or common law (See section 14411 et seq. Business and Professions Code). (6, 1231, 230, 1309)
notice-publish-dates: Dates Pub: APR 19, 26, MAY 03, 10, 2025 (464, 1324, 592, 1334)
notice-publish-dates: ES Dates Pub: APR 26, MAY 3, 10, 17, 2025 (6, 1041, 141, 1051)
notice-body: This business is conducted by: AN INDIVIDUAL. The registrant(s) has (have) commenced to transact business under the fictitious business name or names listed above on N/A. NOTICE- This Fictitious Business Name Statement expires five years from the date it was filed in the office of the County Clerk. A new Fictitious Business Name Statement must be filed prior to that date. The filing of this statement does not of itself authorize the use in this state of a Fictitious Business Name in violation of the rights of another under Federal, State, or common law (See section 14411 et seq. Business and Professions Code). (464, 981, 689, 1058)
notice-heading: FICTITIOUS BUSINESS NAME STATEMENT (1186, 506, 1341, 516)
notice-business: MUREZAS SEAMLESS GUTTERS 7249 VINELAND AVE UNIT 4 SUN VALLEY, CA 91352. (1151, 929, 1375, 948)
notice-file-number: File No. 2025069360 (922, 1057, 987, 1067)
notice-intro: The following person(s) is (are) doing business as: (234, 1033, 386, 1043)
notice-file-number: File No. 2025061530 (6, 652, 70, 662)
notice-body: This business is conducted by: AN INDIVIDUAL. The registrant(s) has (have) commenced to transact business under the fictitious business name or names listed above on N/A. NOTICE- This Fictitious Business Name Statement expires five years from the date it was filed in the office of the County Clerk. A new Fictitious Business Name Statement must be filed prior to that date. The filing of this statement does not of itself authorize the use in this state of a Fictitious Business Name in violation of the rights of another under Federal, State, or common law (See section 14411 et seq. Business and Professions Code). (464, 1248, 689, 1326)
notice-file-number: File No. 2025068178 (6, 239, 70, 249)
notice-intro: The following person(s) is (are) doing business as: (6, 808, 157, 818)
notice-file-number: File No. 2025068174 (6, 515, 70, 525)
notice-file-number: File No. 2025069741 (922, 920, 987, 930)
notice-intro: The following person(s) is (are) doing business as: (693, 792, 844, 801)
legal-notice (1151, 637, 1375, 766)
notice-heading: FICTITIOUS BUSINESS NAME STATEMENT (957, 791, 1111, 800)
notice-intro: The following person(s) is (are) doing business as: (1151, 1197, 1304, 1207)
notice-heading: FICTITIOUS BUSINESS NAME STATEMENT (498, 377, 653, 386)
notice-intro: The following person(s) is (are) doing business as: (922, 525, 1074, 535)
notice-heading: FICTITIOUS BUSINESS NAME STATEMENT (957, 928, 1111, 938)
notice-body: This business is conducted by: AN INDIVIDUAL. The registrant(s) has (have) commenced to transact business under the fictitious business name or names listed above on N/A. NOTICE- This Fictitious Business Name Statement expires five years from the date it was filed in the office of the County Clerk. A new Fictitious Business Name Statement must be filed prior to that date. The filing of this statement does not of itself authorize the use in this state of a Fictitious Business Name in violation of the rights of another under Federal, State, or common law (See section 14411 et seq. Business and Professions Code). (922, 136, 1147, 215)
notice-body: This business is conducted by: AN INDIVIDUAL. The registrant(s) has (have) commenced to transact business under the fictitious business name or names listed above on N/A. NOTICE- This Fictitious Business Name Statement expires five years from the date it was filed in the office of the County Clerk. A new Fictitious Business Name Statement must be filed prior to that date. The filing of this statement does not of itself authorize the use in this state of a Fictitious Business Name in violation of the rights of another under Federal, State, or common law (See section 14411 et seq. Business and Professions Code). (234, 792, 459, 870)
notice-business: SATINE MARKETING 9240 WOODMAN AVE ARLETA, CA 91331. (234, 257, 449, 267)
legal-notice (923, 94, 1147, 224)
notice-publish-dates: Dates Pub: APR 12, 19, 26, MAY 03, 2025 (1151, 1291, 1281, 1301)
notice-file-number: File No. 2025062320 (6, 1187, 70, 1197)
notice-column (6, 94, 230, 2541)
notice-publish-dates: Dates Pub: APR 19, 26, MAY 03, 10, 2025 (693, 351, 822, 361)
notice-body: This business is conducted by: AN INDIVIDUAL. The registrant(s) has (have) commenced to transact business under the fictitious business name or names listed above on N/A. NOTICE- This Fictitious Business Name Statement expires five years from the date it was filed in the office of the County Clerk. A new Fictitious Business Name Statement must be filed prior to that date. The filing of this statement does not of itself authorize the use in this state of a Fictitious Business Name in violation of the rights of another under Federal, State, or common law (See section 14411 et seq. Business and Professions Code). (693, 680, 917, 757)
notice-file-number: File No. 2025069358 (234, 1153, 299, 1162)
legal-notice (1151, 775, 1375, 896)
notice-publish-dates: ES Dates Pub: APR 26, MAY 3, 10, 17, 2025 (6, 360, 141, 370)
notice-intro: The following person(s) is (are) doing business as: (922, 800, 1074, 810)
notice-business: CALIFORNIA LOS ANGELES COUNTY 26604 BATES PL STEVENSON RANCH, CA 91381. (234, 120, 459, 137)
notice-publish-dates: Dates Pub: APR 19, 26, MAY 03, 10, 2025 (693, 213, 822, 223)
notice-intro: The following person(s) is (are) doing business as: (1151, 516, 1304, 526)
